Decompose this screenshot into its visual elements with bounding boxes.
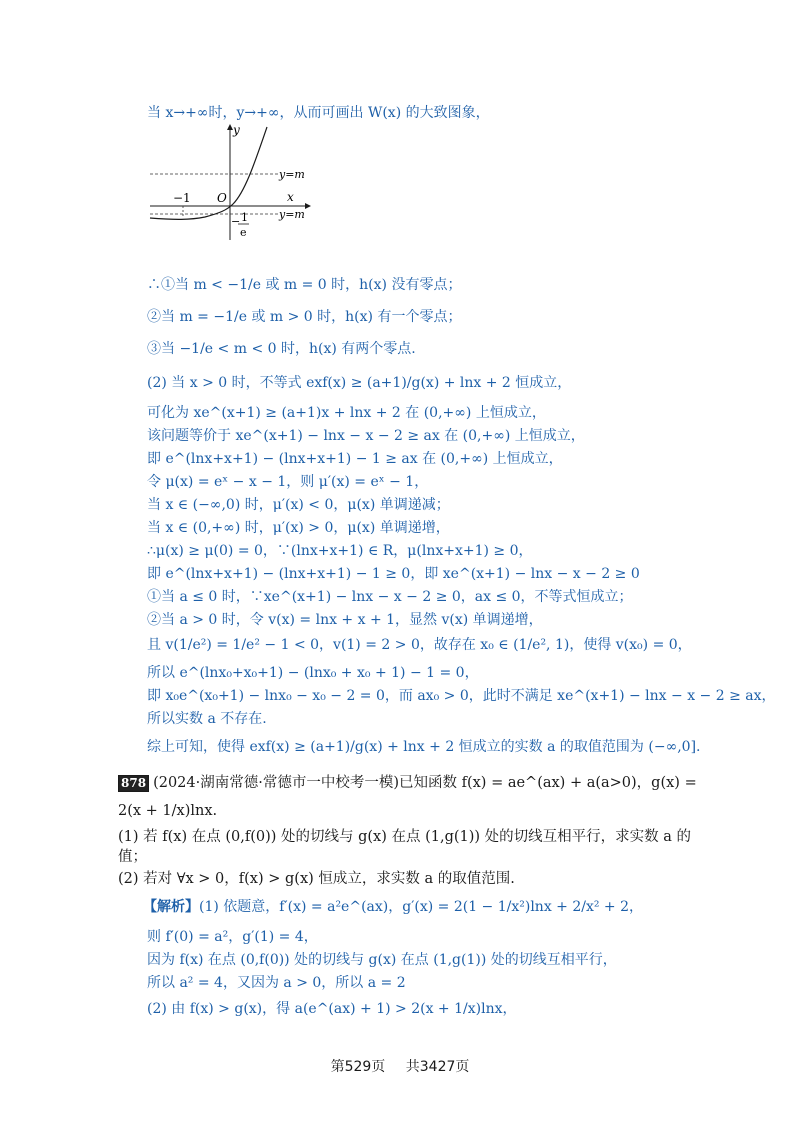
problem-q2: (2) 若对 ∀x > 0，f(x) > g(x) 恒成立，求实数 a 的取值范围. [118,871,515,887]
problem-q1b: 值； [118,849,147,865]
solution-line: ①当 a ≤ 0 时，∵xe^(x+1) − lnx − x − 2 ≥ 0，ax ≤ 0，不等式恒成立； [147,589,633,605]
problem-line2: 2(x + 1/x)lnx. [118,803,218,819]
analysis-l2: 则 f′(0) = a²，g′(1) = 4， [147,929,318,945]
analysis-tag: 【解析】 [143,899,199,915]
solution-line: ②当 m = −1/e 或 m > 0 时，h(x) 有一个零点； [147,309,462,325]
solution-line: 当 x ∈ (0,+∞) 时，μ′(x) > 0，μ(x) 单调递增， [147,520,450,536]
solution-line: ②当 a > 0 时，令 v(x) = lnx + x + 1，显然 v(x) 单调递增， [147,612,543,628]
problem-number: 878 [118,775,149,792]
problem-q1a: (1) 若 f(x) 在点 (0,f(0)) 处的切线与 g(x) 在点 (1,g(1)) 处的切线互相平行，求实数 a 的 [118,829,692,845]
page-total: 共3427页 [405,1059,470,1075]
solution-line: 令 μ(x) = eˣ − x − 1，则 μ′(x) = eˣ − 1， [147,474,429,490]
frac-num-label: 1 [241,211,248,224]
solution-line: 且 v(1/e²) = 1/e² − 1 < 0，v(1) = 2 > 0，故存在 x₀ ∈ (1/e², 1)，使得 v(x₀) = 0， [147,637,692,653]
problem-header [118,774,697,792]
solution-line: 可化为 xe^(x+1) ≥ (a+1)x + lnx + 2 在 (0,+∞) 上恒成立， [147,405,546,421]
frac-den-label: e [240,226,247,239]
origin-label: O [217,191,227,205]
solution-line: (2) 当 x > 0 时，不等式 exf(x) ≥ (a+1)/g(x) + lnx + 2 恒成立， [147,375,572,391]
problem-line1: (2024·湖南常德·常德市一中校考一模)已知函数 f(x) = ae^(ax) + a(a>0)，g(x) = [153,775,697,791]
analysis-l1: (1) 依题意，f′(x) = a²e^(ax)，g′(x) = 2(1 − 1/x²)lnx + 2/x² + 2， [199,899,644,915]
solution-line: 该问题等价于 xe^(x+1) − lnx − x − 2 ≥ ax 在 (0,+∞) 上恒成立， [147,428,585,444]
solution-line: 所以实数 a 不存在. [147,711,267,727]
solution-line: 所以 e^(lnx₀+x₀+1) − (lnx₀ + x₀ + 1) − 1 = 0， [147,665,479,681]
solution-line: ③当 −1/e < m < 0 时，h(x) 有两个零点. [147,341,416,357]
analysis-l3: 因为 f(x) 在点 (0,f(0)) 处的切线与 g(x) 在点 (1,g(1)) 处的切线互相平行， [147,952,617,968]
neg-sign-label: − [231,215,241,228]
analysis-line1 [143,898,643,916]
page-number: 第529页 [330,1059,386,1075]
solution-line: 即 x₀e^(x₀+1) − lnx₀ − x₀ − 2 = 0，而 ax₀ > 0，此时不满足 xe^(x+1) − lnx − x − 2 ≥ ax， [147,688,776,704]
solution-line: ∴①当 m < −1/e 或 m = 0 时，h(x) 没有零点； [147,277,462,293]
analysis-l5: (2) 由 f(x) > g(x)，得 a(e^(ax) + 1) > 2(x + 1/x)lnx， [147,1001,517,1017]
y-axis-label: y [233,123,240,137]
neg-one-label: −1 [173,191,191,205]
function-graph [145,122,315,244]
solution-line: 综上可知，使得 exf(x) ≥ (a+1)/g(x) + lnx + 2 恒成立的实数 a 的取值范围为 (−∞,0]. [147,739,701,755]
analysis-l4: 所以 a² = 4，又因为 a > 0，所以 a = 2 [147,975,406,991]
solution-line: 即 e^(lnx+x+1) − (lnx+x+1) − 1 ≥ ax 在 (0,+∞) 上恒成立， [147,451,563,467]
x-axis-label: x [287,190,294,204]
solution-line: 即 e^(lnx+x+1) − (lnx+x+1) − 1 ≥ 0，即 xe^(x+1) − lnx − x − 2 ≥ 0 [147,566,640,582]
page-footer [0,1056,800,1076]
intro-line: 当 x→+∞时，y→+∞，从而可画出 W(x) 的大致图象， [147,105,490,121]
upper-line-label: y=m [279,168,305,181]
solution-line: ∴μ(x) ≥ μ(0) = 0，∵(lnx+x+1) ∈ R，μ(lnx+x+1) ≥ 0， [147,543,533,559]
lower-line-label: y=m [279,208,305,221]
solution-line: 当 x ∈ (−∞,0) 时，μ′(x) < 0，μ(x) 单调递减； [147,497,450,513]
